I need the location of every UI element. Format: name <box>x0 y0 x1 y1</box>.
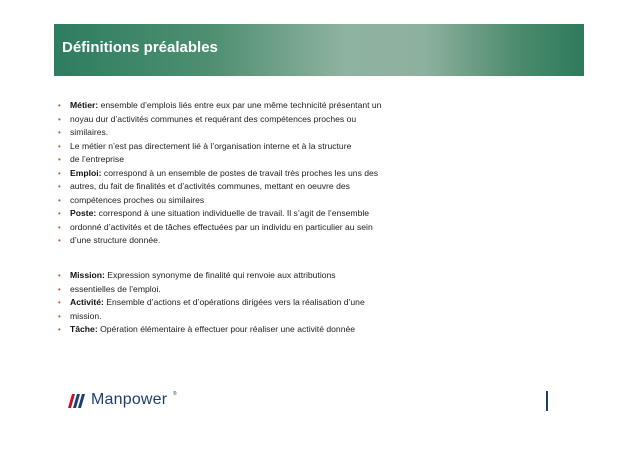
term: Activité: <box>70 297 104 307</box>
manpower-logo-icon <box>66 394 88 408</box>
title-bar <box>54 24 584 76</box>
definition-text: mission. <box>70 310 102 321</box>
list-item <box>58 126 381 140</box>
definitions-list-1 <box>58 99 381 248</box>
definition-text: ordonné d’activités et de tâches effectuées par un individu en particulier au sein <box>70 221 373 232</box>
definition-text: Le métier n’est pas directement lié à l’organisation interne et à la structure <box>70 140 352 151</box>
slide-title: Définitions préalables <box>62 39 218 56</box>
list-item <box>58 234 381 248</box>
list-item <box>58 180 381 194</box>
list-item <box>58 140 381 154</box>
list-item <box>58 310 365 324</box>
list-item <box>58 167 381 181</box>
list-item <box>58 99 381 113</box>
list-item <box>58 221 381 235</box>
definition-text: de l’entreprise <box>70 154 124 164</box>
definition-text: noyau dur d’activités communes et requérant des compétences proches ou <box>70 113 357 124</box>
list-item <box>58 283 365 297</box>
definition-text: correspond à une situation individuelle de travail. Il s’agit de l’ensemble <box>96 208 370 218</box>
term: Emploi: <box>70 167 102 178</box>
definitions-list-2 <box>58 269 365 337</box>
definition-text: compétences proches ou similaires <box>70 194 205 205</box>
term: Mission: <box>70 270 105 280</box>
definition-text: d’une structure donnée. <box>70 235 161 245</box>
registered-mark: ® <box>173 391 177 397</box>
definition-text: correspond à un ensemble de postes de travail très proches les uns des <box>101 167 379 178</box>
list-item <box>58 323 365 337</box>
list-item <box>58 194 381 208</box>
definition-text: Ensemble d’actions et d’opérations dirigées vers la réalisation d’une <box>103 297 365 307</box>
term: Tâche: <box>70 324 98 334</box>
list-item <box>58 296 365 310</box>
list-item <box>58 269 365 283</box>
list-item <box>58 113 381 127</box>
definition-text: ensemble d’emplois liés entre eux par une même technicité présentant un <box>98 100 382 110</box>
definition-text: Opération élémentaire à effectuer pour réaliser une activité donnée <box>97 324 356 334</box>
definition-text: similaires. <box>70 127 109 137</box>
definition-text: autres, du fait de finalités et d’activités communes, mettant en oeuvre des <box>70 181 350 191</box>
list-item <box>58 153 381 167</box>
term: Poste: <box>70 208 97 218</box>
term: Métier: <box>70 100 99 110</box>
definition-text: Expression synonyme de finalité qui renvoie aux attributions <box>104 270 336 280</box>
list-item <box>58 207 381 221</box>
logo-text: Manpower <box>91 391 168 408</box>
footer-divider <box>546 391 548 411</box>
definition-text: essentielles de l’emploi. <box>70 283 161 294</box>
